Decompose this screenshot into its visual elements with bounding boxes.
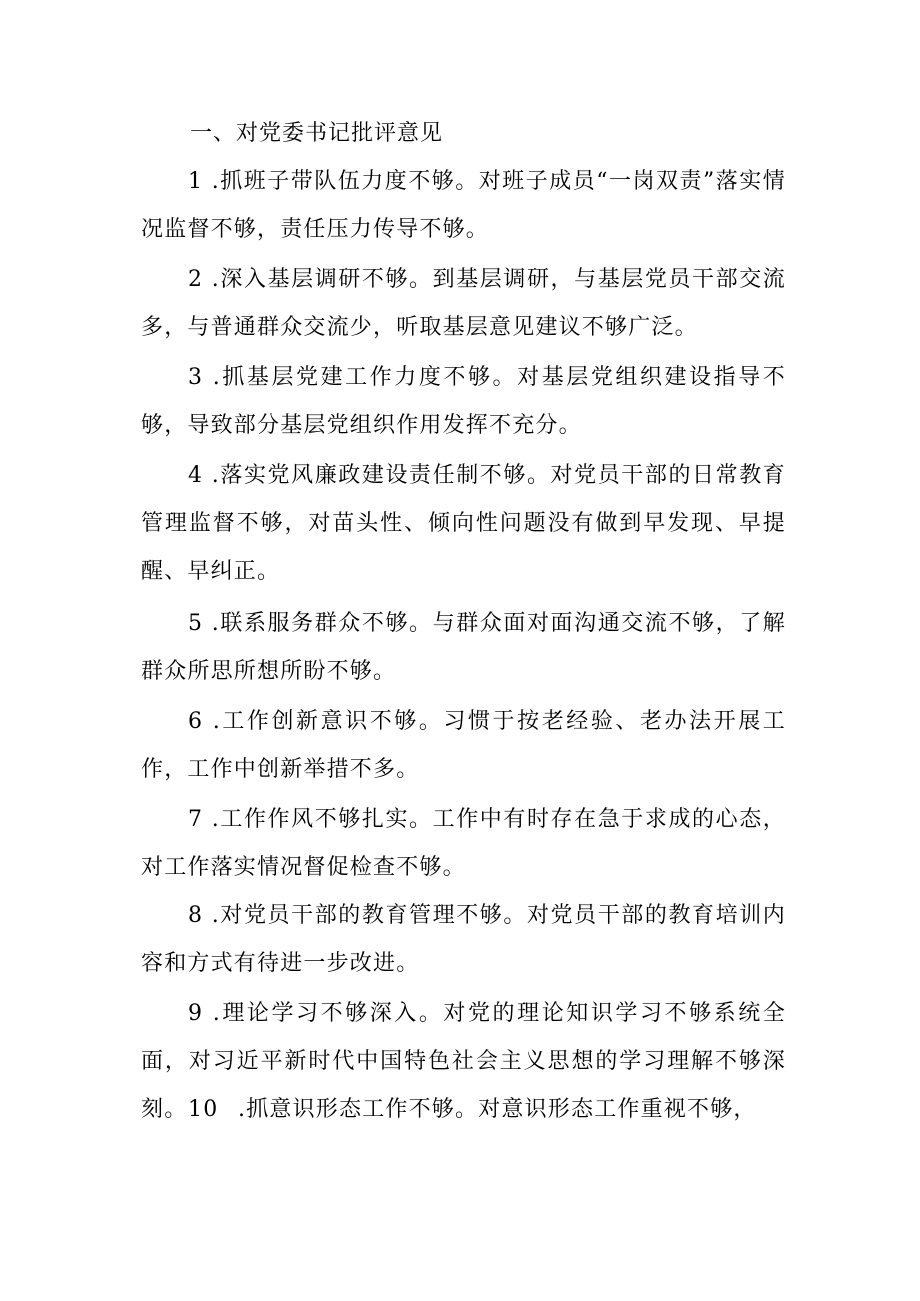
item-text: .联系服务群众不够。与群众面对面沟通交流不够，了解群众所思所想所盼不够。 xyxy=(141,611,786,684)
item-text: .工作创新意识不够。习惯于按老经验、老办法开展工作，工作中创新举措不多。 xyxy=(141,709,786,782)
list-item xyxy=(141,600,786,696)
item-text: .工作作风不够扎实。工作中有时存在急于求成的心态，对工作落实情况督促检查不够。 xyxy=(141,807,786,880)
item-text: .抓班子带队伍力度不够。对班子成员“一岗双责”落实情况监督不够，责任压力传导不够。 xyxy=(141,169,786,242)
item-number: 5 xyxy=(188,611,204,636)
section-heading: 一、对党委书记批评意见 xyxy=(190,121,444,146)
item-text: .理论学习不够深入。对党的理论知识学习不够系统全面，对习近平新时代中国特色社会主义思想的学习理解不够深刻。 xyxy=(141,1001,786,1122)
list-item xyxy=(141,452,786,596)
item-number: 9 xyxy=(188,1001,204,1026)
list-item xyxy=(141,796,786,892)
item-number: 7 xyxy=(188,807,204,832)
list-item xyxy=(141,698,786,794)
item-number: 3 xyxy=(188,365,204,390)
item-text: .抓基层党建工作力度不够。对基层党组织建设指导不够，导致部分基层党组织作用发挥不充分。 xyxy=(141,365,786,438)
item-text: .对党员干部的教育管理不够。对党员干部的教育培训内容和方式有待进一步改进。 xyxy=(141,903,786,976)
item-text: .深入基层调研不够。到基层调研，与基层党员干部交流多，与普通群众交流少，听取基层意见建议不够广泛。 xyxy=(141,267,786,340)
item-number: 4 xyxy=(188,463,204,488)
item-number: 6 xyxy=(188,709,204,734)
item-number: 1 xyxy=(188,169,204,194)
item-text: .抓意识形态工作不够。对意识形态工作重视不够， xyxy=(238,1097,757,1122)
list-item xyxy=(141,892,786,988)
list-item xyxy=(141,1086,786,1134)
item-number: 8 xyxy=(188,903,204,928)
list-item xyxy=(141,354,786,450)
item-number: 2 xyxy=(188,267,204,292)
item-number: 10 xyxy=(188,1097,219,1122)
item-text: .落实党风廉政建设责任制不够。对党员干部的日常教育管理监督不够，对苗头性、倾向性问题没有做到早发现、早提醒、早纠正。 xyxy=(141,463,786,584)
list-item xyxy=(141,158,786,254)
list-item xyxy=(141,256,786,352)
